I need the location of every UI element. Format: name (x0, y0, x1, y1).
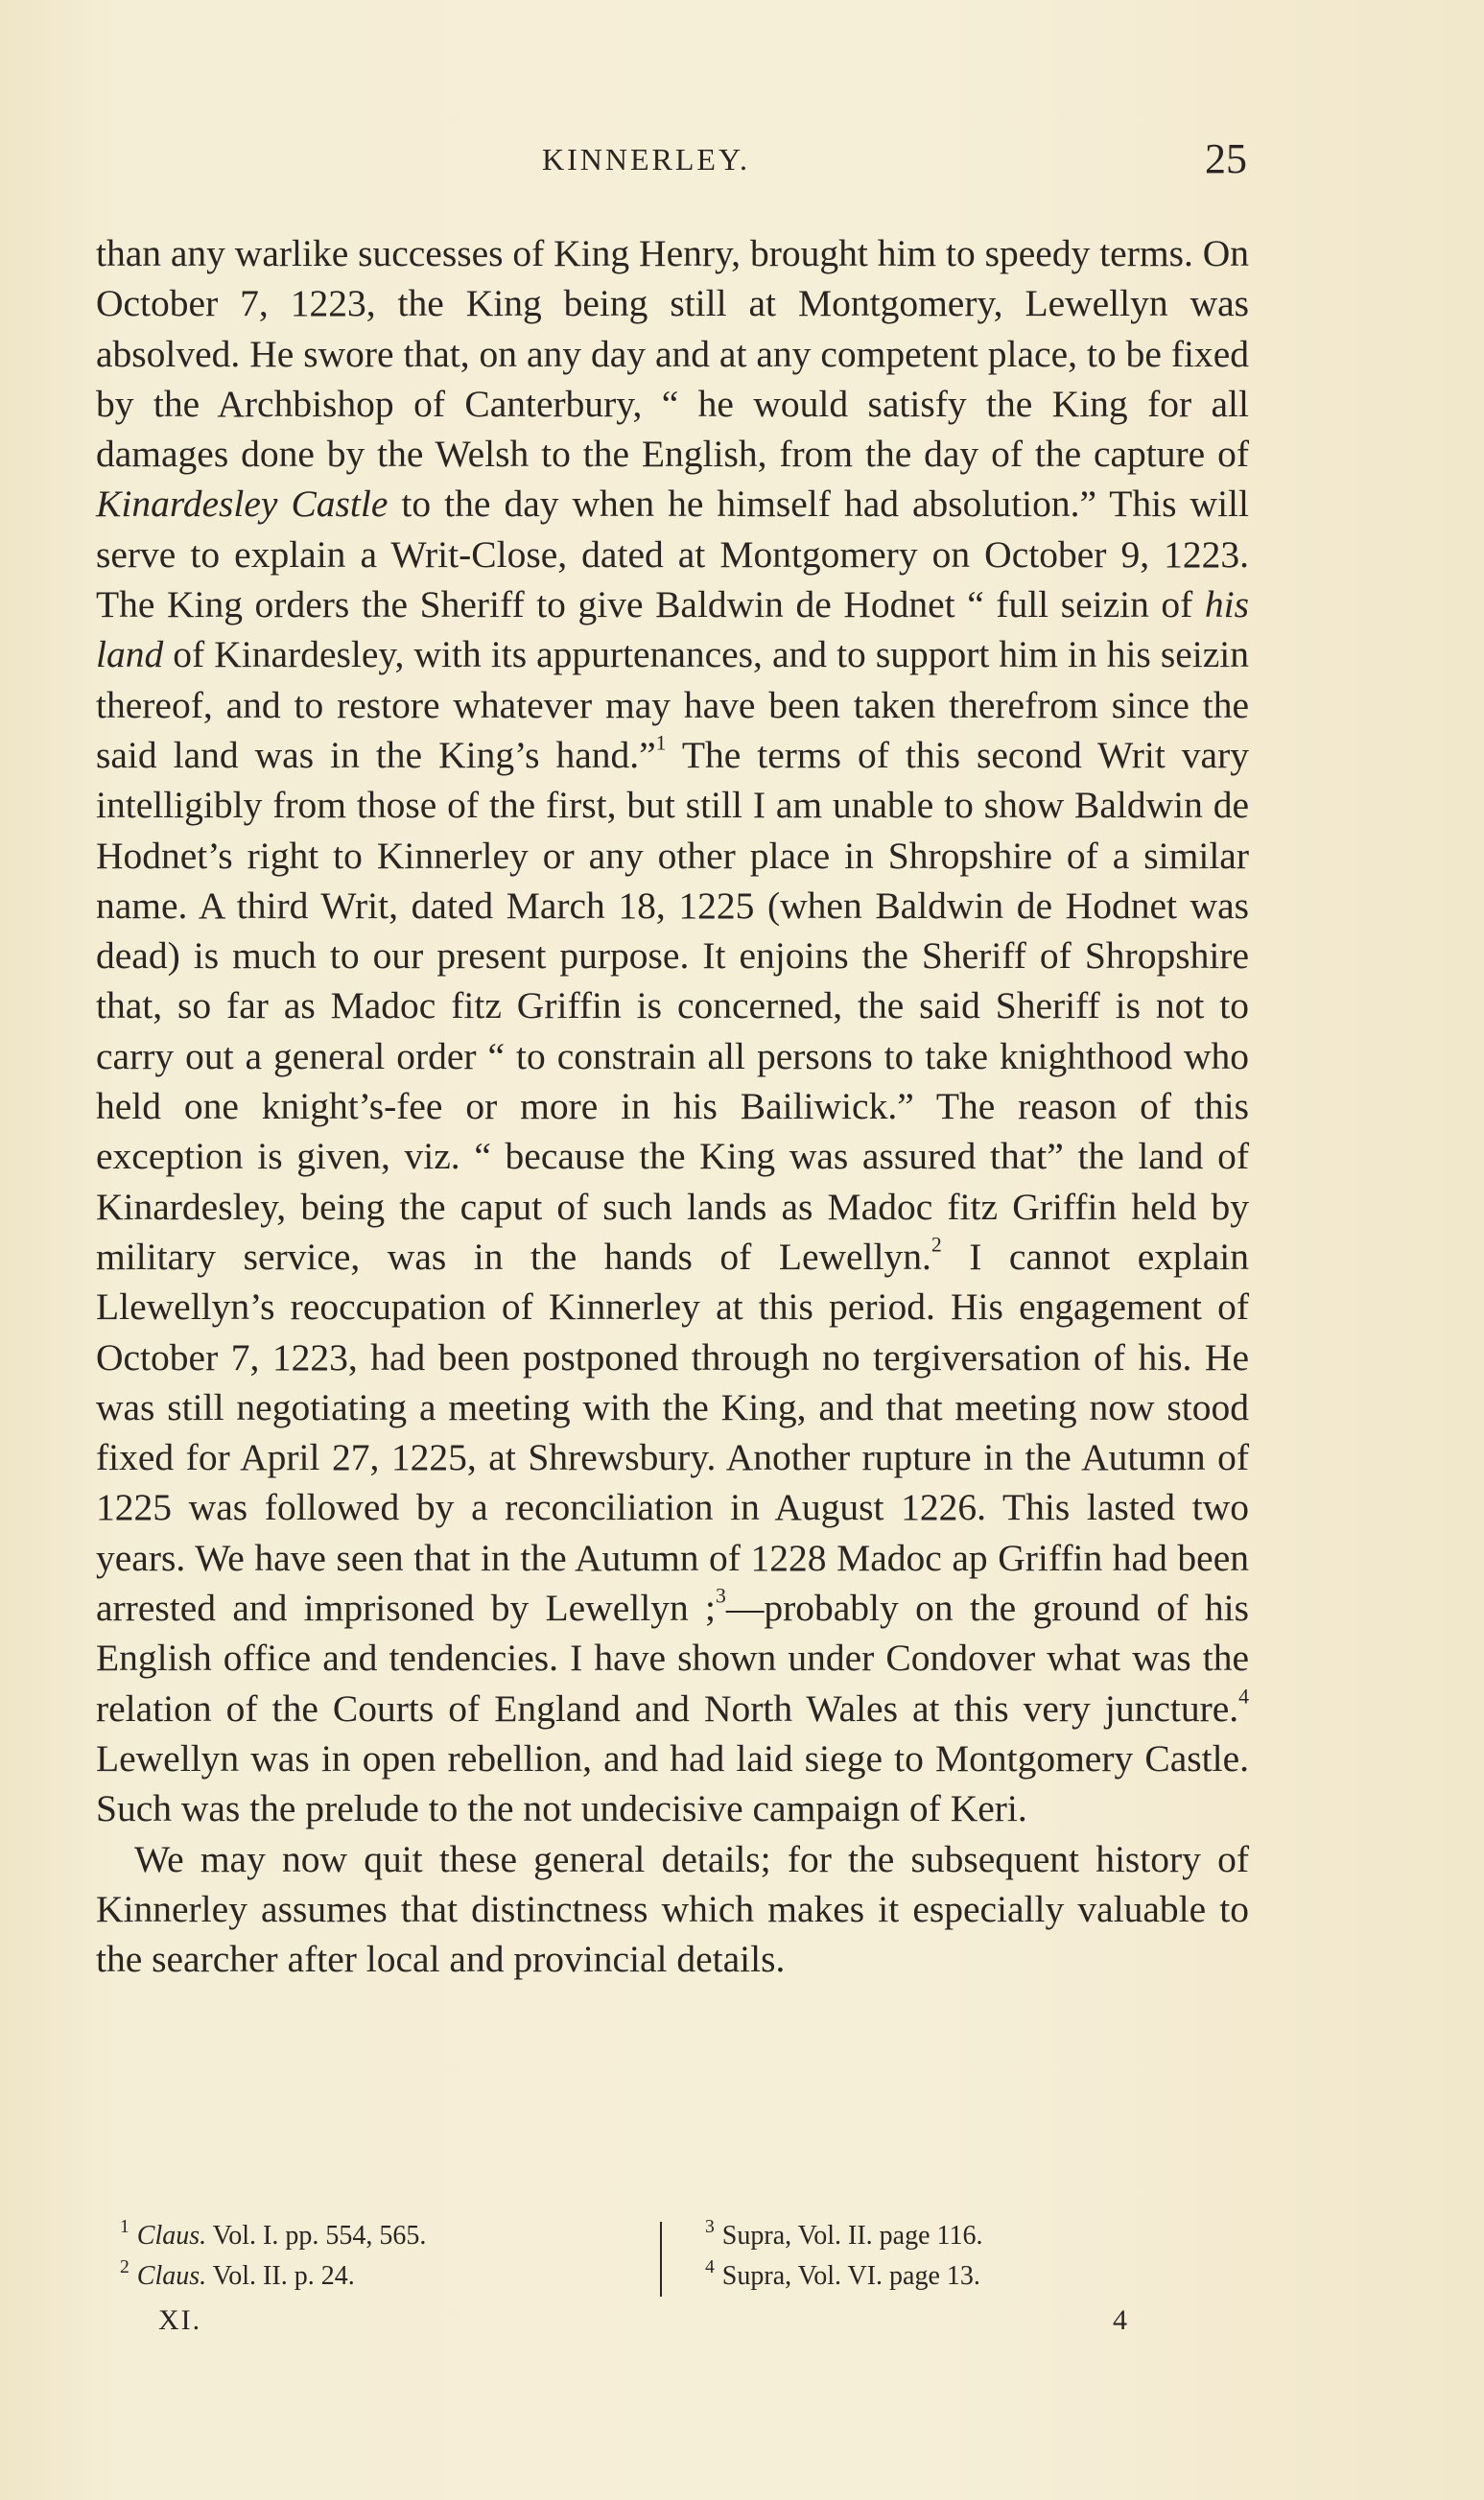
text-run: Lewellyn was in open rebellion, and had laid siege to Montgomery Castle. Such was the prelude to the not undecisive campaign of Keri. (96, 1736, 1249, 1830)
footnote-text: Vol. II. p. 24. (206, 2261, 355, 2291)
paragraph (96, 228, 1249, 1834)
footnote-source: Claus. (136, 2261, 207, 2291)
text-run: than any warlike successes of King Henry, brought him to speedy terms. On October 7, 1223, the King being still at Montgomery, Lewellyn was absolved. He swore that, on any day and at any competent place, to be fixed by the Archbishop of Canterbury, “ he would satisfy the King for all damages done by the Welsh to the English, from the day of the capture of (96, 232, 1249, 476)
footnote (705, 2256, 982, 2297)
footnote-text: Supra, Vol. II. page 116. (721, 2221, 983, 2251)
body-text (96, 228, 1249, 1984)
footnote-ref: 4 (1238, 1685, 1249, 1709)
footnote-text: Vol. I. pp. 554, 565. (206, 2221, 427, 2251)
footnote-number: 4 (705, 2257, 715, 2278)
text-run: to the day when he himself had absolution.” This will serve to explain a Writ-Close, dated at Montgomery on October 9, 1223. The King orders the Sheriff to give Baldwin de Hodnet “ full seizin of (96, 483, 1249, 626)
footnote-number: 1 (120, 2217, 130, 2238)
page-header (96, 134, 1247, 182)
italic-run: his land (96, 583, 1249, 676)
text-run: The terms of this second Writ vary intelligibly from those of the first, but still I am unable to show Baldwin de Hodnet’s right to Kinnerley or any other place in Shropshire of a similar name. A third Writ, dated March 18, 1225 (when Baldwin de Hodnet was dead) is much to our present purpose. It enjoins the Sheriff of Shropshire that, so far as Madoc fitz Griffin is concerned, the said Sheriff is not to carry out a general order “ to constrain all persons to take knighthood who held one knight’s-fee or more in his Bailiwick.” The reason of this exception is given, viz. “ because the King was assured that” the land of Kinardesley, being the caput of such lands as Madoc fitz Griffin held by military service, was in the hands of Lewellyn. (96, 733, 1249, 1278)
footnote-divider (660, 2222, 662, 2297)
text-run: of Kinardesley, with its appurtenances, and to support him in his seizin thereof, and to restore whatever may have been taken therefrom since the said land was in the King’s hand.” (96, 633, 1249, 776)
page-number: 25 (1205, 135, 1247, 182)
footnote (120, 2256, 426, 2297)
footnote-text: Supra, Vol. VI. page 13. (721, 2261, 980, 2291)
footnote-ref: 1 (655, 731, 667, 755)
page-footer (158, 2304, 1127, 2343)
footnote-ref: 3 (715, 1584, 726, 1608)
italic-run: Kinardesley Castle (96, 483, 389, 526)
footnote-ref: 2 (930, 1233, 942, 1257)
footnotes-right-column (705, 2216, 982, 2297)
footnote (705, 2216, 982, 2256)
sheet-number: 4 (1113, 2304, 1127, 2336)
footnote (120, 2216, 426, 2256)
text-run: —probably on the ground of his English office and tendencies. I have shown under Condover what was the relation of the Courts of England and North Wales at this very juncture. (96, 1587, 1249, 1730)
footnote-number: 2 (120, 2257, 130, 2278)
text-run: I cannot explain Llewellyn’s reoccupation of Kinnerley at this period. His engagement of October 7, 1223, had been postponed through no tergiversation of his. He was still negotiating a meeting with the King, and that meeting now stood fixed for April 27, 1225, at Shrewsbury. Another rupture in the Autumn of 1225 was followed by a reconciliation in August 1226. This lasted two years. We have seen that in the Autumn of 1228 Madoc ap Griffin had been arrested and imprisoned by Lewellyn ; (96, 1235, 1249, 1630)
footnotes-left-column (120, 2216, 426, 2297)
paragraph: We may now quit these general details; for the subsequent history of Kinnerley assumes that distinctness which makes it especially valuable to the searcher after local and provincial details. (96, 1837, 1249, 1981)
running-head: KINNERLEY. (542, 142, 750, 177)
footnote-number: 3 (705, 2217, 715, 2238)
signature-mark: XI. (158, 2304, 202, 2336)
footnote-source: Claus. (136, 2221, 207, 2251)
